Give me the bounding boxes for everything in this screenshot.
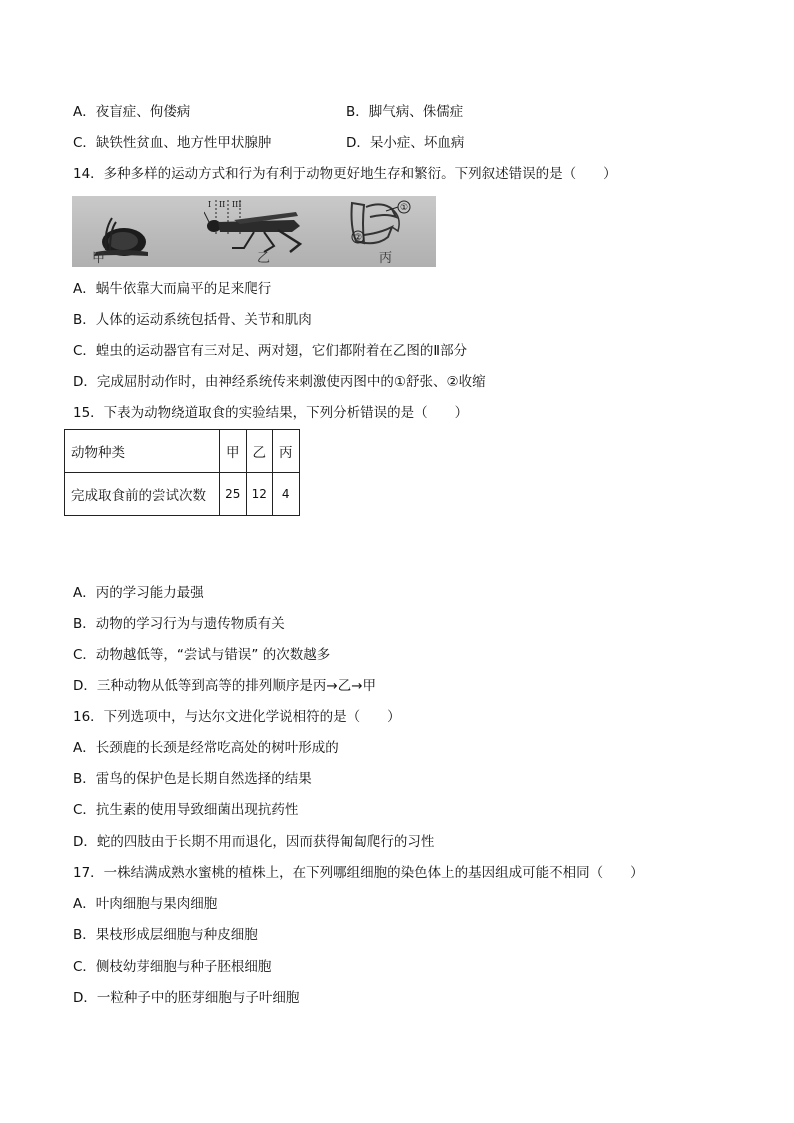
q15-stem: 15．下表为动物绕道取食的实验结果，下列分析错误的是（ ） bbox=[73, 405, 469, 421]
q14-stem: 14．多种多样的运动方式和行为有利于动物更好地生存和繁衍。下列叙述错误的是（ ） bbox=[73, 166, 617, 182]
circled-1: ① bbox=[400, 203, 409, 213]
q16-option-a: A．长颈鹿的长颈是经常吃高处的树叶形成的 bbox=[73, 740, 339, 756]
q13-option-a: A．夜盲症、佝偻病 bbox=[73, 104, 191, 120]
q16-option-c: C．抗生素的使用导致细菌出现抗药性 bbox=[73, 802, 299, 818]
table-cell: 4 bbox=[273, 473, 300, 516]
figure-label-jia: 甲 bbox=[92, 251, 106, 266]
table-cell: 完成取食前的尝试次数 bbox=[65, 473, 220, 516]
q14-option-b: B．人体的运动系统包括骨、关节和肌肉 bbox=[73, 312, 312, 328]
q17-option-b: B．果枝形成层细胞与种皮细胞 bbox=[73, 927, 258, 943]
table-cell: 乙 bbox=[246, 430, 273, 473]
q17-option-c: C．侧枝幼芽细胞与种子胚根细胞 bbox=[73, 959, 272, 975]
figure-label-yi: 乙 bbox=[257, 251, 271, 266]
q13-option-b: B．脚气病、侏儒症 bbox=[346, 104, 464, 120]
q14-option-d: D．完成屈肘动作时，由神经系统传来刺激使丙图中的①舒张、②收缩 bbox=[73, 374, 486, 390]
mark-1: I bbox=[208, 200, 212, 209]
q16-option-d: D．蛇的四肢由于长期不用而退化，因而获得匍匐爬行的习性 bbox=[73, 834, 435, 850]
table-row bbox=[65, 473, 300, 516]
figure-label-bing: 丙 bbox=[379, 251, 393, 266]
q14-figure bbox=[72, 196, 436, 267]
q15-option-c: C．动物越低等，“尝试与错误” 的次数越多 bbox=[73, 647, 331, 663]
table-cell: 12 bbox=[246, 473, 273, 516]
q13-option-d: D．呆小症、坏血病 bbox=[346, 135, 465, 151]
q14-option-c: C．蝗虫的运动器官有三对足、两对翅，它们都附着在乙图的Ⅱ部分 bbox=[73, 343, 468, 359]
mark-2: II bbox=[219, 200, 226, 209]
table-cell: 动物种类 bbox=[65, 430, 220, 473]
table-cell: 甲 bbox=[220, 430, 247, 473]
table-header-row bbox=[65, 430, 300, 473]
q15-option-b: B．动物的学习行为与遗传物质有关 bbox=[73, 616, 285, 632]
q14-option-a: A．蜗牛依靠大而扁平的足来爬行 bbox=[73, 281, 272, 297]
mark-3: III bbox=[232, 200, 242, 209]
q16-option-b: B．雷鸟的保护色是长期自然选择的结果 bbox=[73, 771, 312, 787]
circled-2: ② bbox=[354, 233, 363, 243]
q16-stem: 16．下列选项中，与达尔文进化学说相符的是（ ） bbox=[73, 709, 401, 725]
table-cell: 25 bbox=[220, 473, 247, 516]
q15-option-a: A．丙的学习能力最强 bbox=[73, 585, 204, 601]
table-cell: 丙 bbox=[273, 430, 300, 473]
q15-option-d: D．三种动物从低等到高等的排列顺序是丙→乙→甲 bbox=[73, 678, 377, 694]
q15-table bbox=[64, 429, 300, 516]
q17-option-d: D．一粒种子中的胚芽细胞与子叶细胞 bbox=[73, 990, 300, 1006]
q17-option-a: A．叶肉细胞与果肉细胞 bbox=[73, 896, 218, 912]
q17-stem: 17．一株结满成熟水蜜桃的植株上，在下列哪组细胞的染色体上的基因组成可能不相同（ ） bbox=[73, 865, 644, 881]
q13-option-c: C．缺铁性贫血、地方性甲状腺肿 bbox=[73, 135, 272, 151]
